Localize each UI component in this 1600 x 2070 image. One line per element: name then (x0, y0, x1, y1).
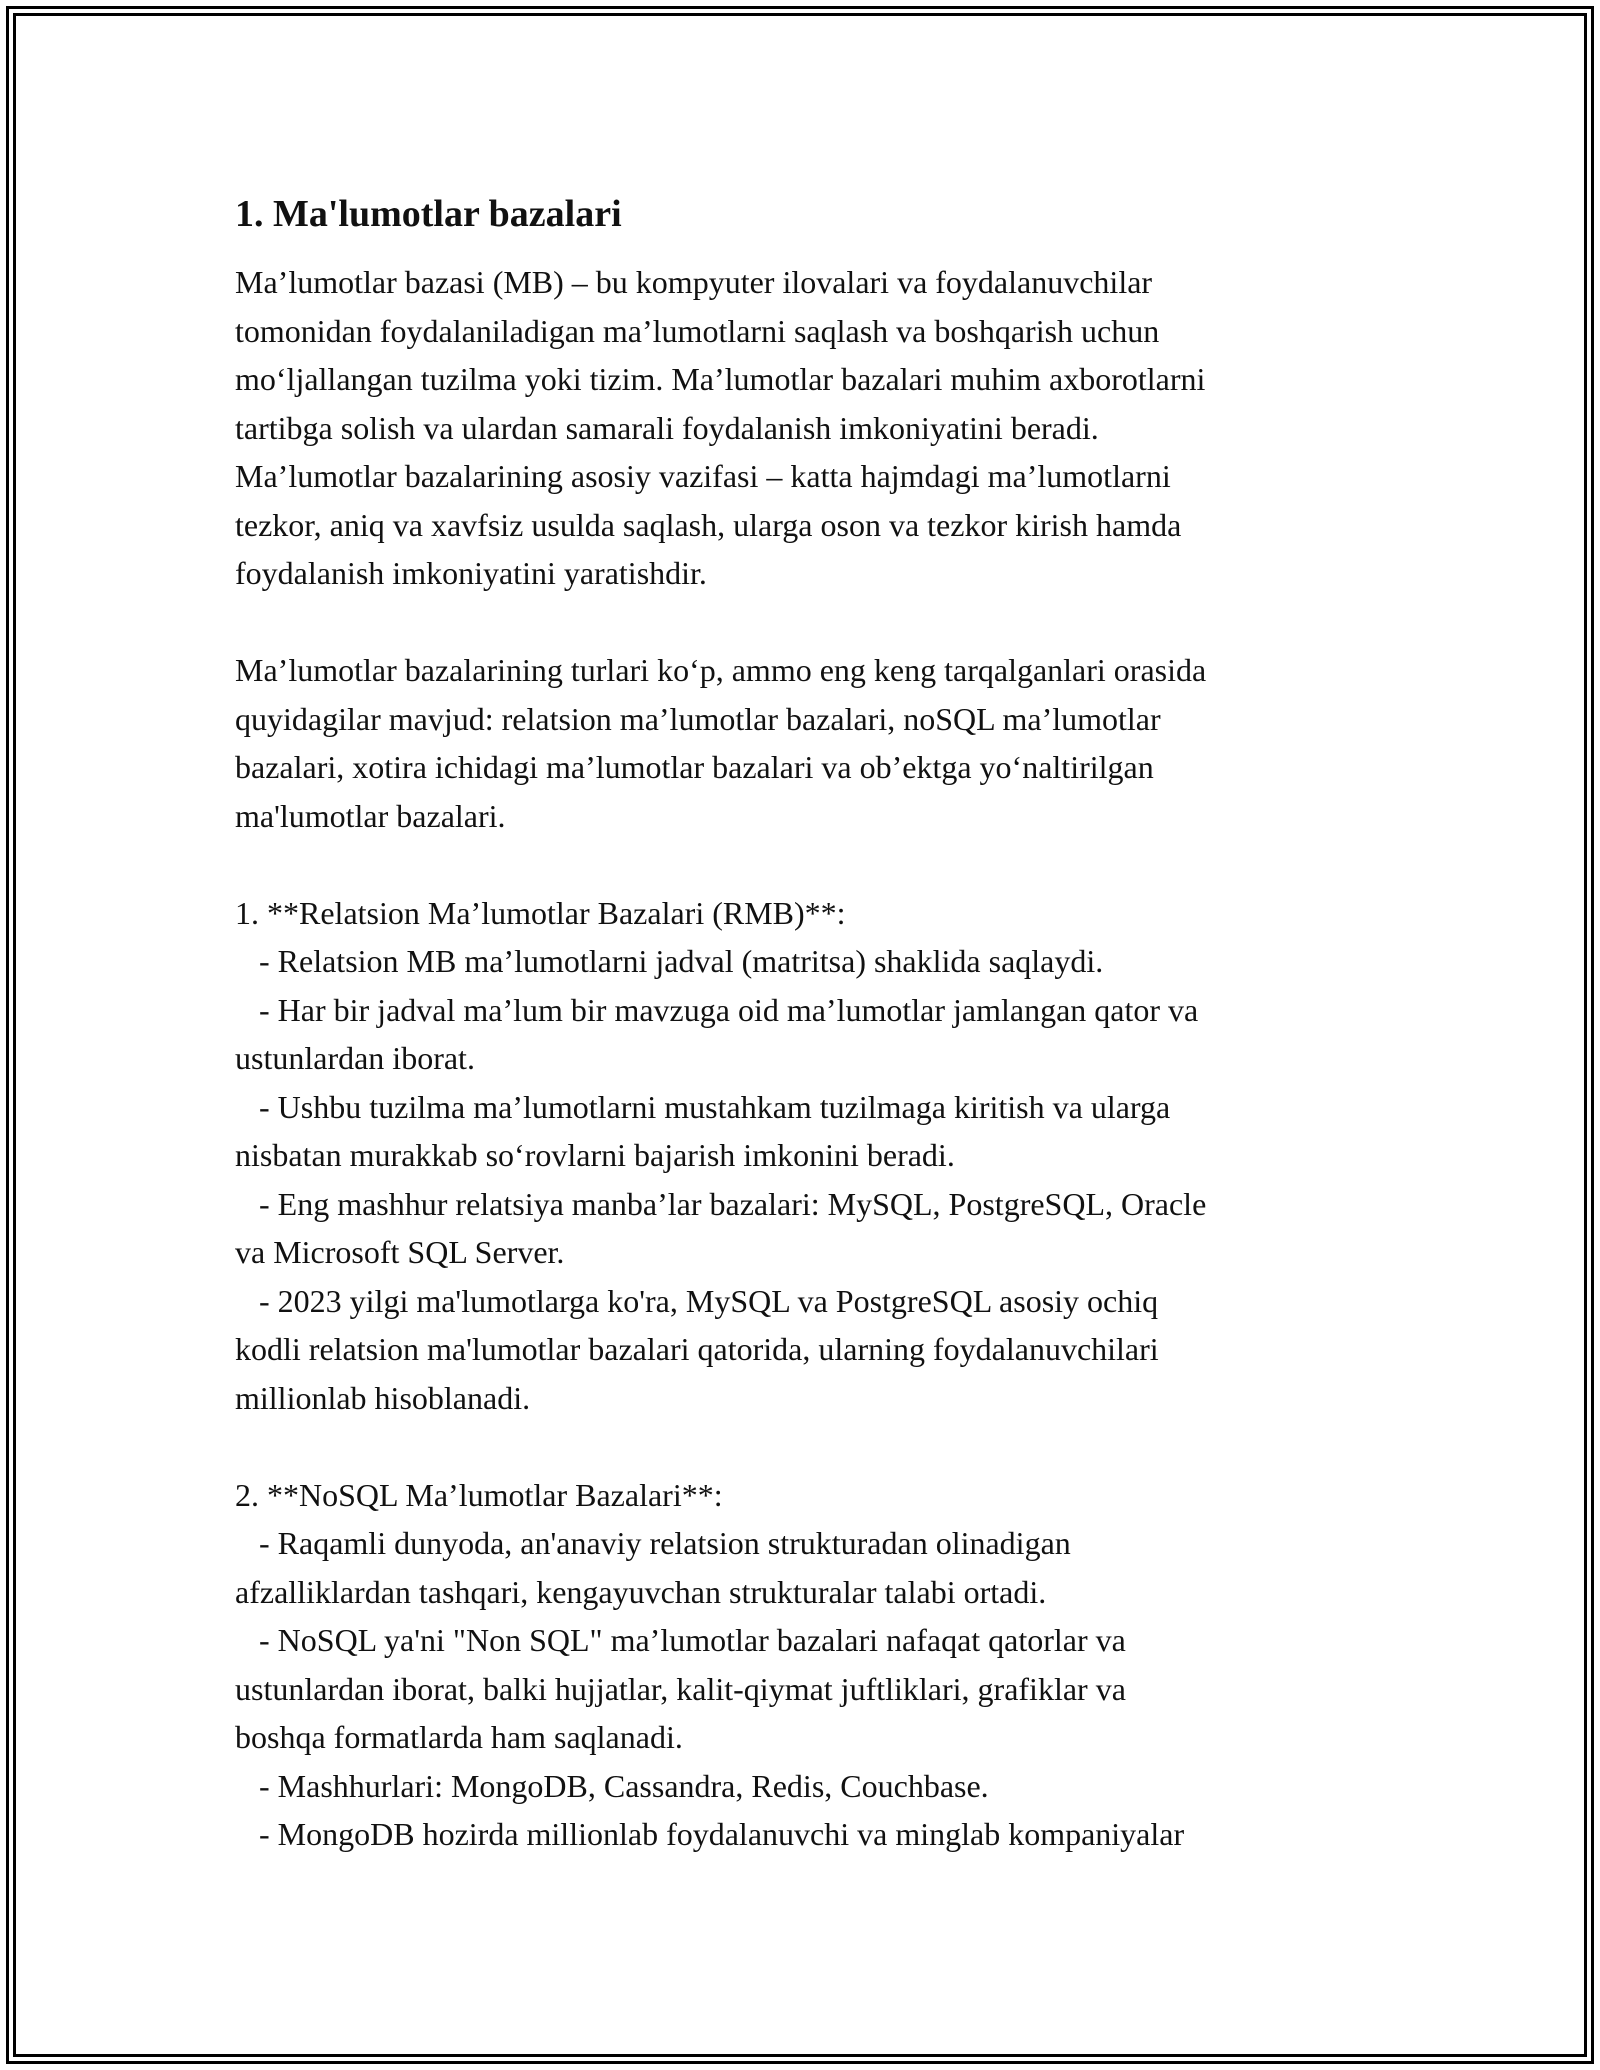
text-line: - Mashhurlari: MongoDB, Cassandra, Redis, Couchbase. (235, 1767, 989, 1804)
text-line: quyidagilar mavjud: relatsion ma’lumotlar bazalari, noSQL ma’lumotlar (235, 700, 1161, 737)
text-line (235, 840, 1375, 889)
text-line: ustunlardan iborat. (235, 1040, 475, 1076)
text-line: tezkor, aniq va xavfsiz usulda saqlash, ularga oson va tezkor kirish hamda (235, 506, 1182, 543)
text-line: va Microsoft SQL Server. (235, 1234, 565, 1270)
text-line: tartibga solish va ulardan samarali foydalanish imkoniyatini beradi. (235, 409, 1099, 446)
text-line: Ma’lumotlar bazasi (MB) – bu kompyuter ilovalari va foydalanuvchilar (235, 264, 1153, 300)
document-body (235, 190, 1375, 1859)
text-line: ustunlardan iborat, balki hujjatlar, kalit-qiymat juftliklari, grafiklar va (235, 1670, 1126, 1707)
text-line (235, 1422, 1375, 1471)
text-line: Ma’lumotlar bazalarining asosiy vazifasi – katta hajmdagi ma’lumotlarni (235, 458, 1171, 494)
text-line: - NoSQL ya'ni "Non SQL" ma’lumotlar bazalari nafaqat qatorlar va (235, 1622, 1126, 1658)
text-line: mo‘ljallangan tuzilma yoki tizim. Ma’lumotlar bazalari muhim axborotlarni (235, 361, 1206, 397)
document-heading: 1. Ma'lumotlar bazalari (235, 193, 622, 235)
text-line: foydalanish imkoniyatini yaratishdir. (235, 555, 707, 591)
text-line: Ma’lumotlar bazalarining turlari ko‘p, ammo eng keng tarqalganlari orasida (235, 652, 1207, 688)
text-line: - MongoDB hozirda millionlab foydalanuvchi va minglab kompaniyalar (235, 1816, 1185, 1852)
text-line: - 2023 yilgi ma'lumotlarga ko'ra, MySQL va PostgreSQL asosiy ochiq (235, 1282, 1159, 1319)
text-line: - Relatsion MB ma’lumotlarni jadval (matritsa) shaklida saqlaydi. (235, 943, 1104, 979)
text-line (235, 598, 1375, 647)
text-line: kodli relatsion ma'lumotlar bazalari qatorida, ularning foydalanuvchilari (235, 1331, 1159, 1367)
text-line: 1. **Relatsion Ma’lumotlar Bazalari (RMB)**: (235, 894, 846, 931)
text-line: ma'lumotlar bazalari. (235, 797, 506, 834)
text-line: bazalari, xotira ichidagi ma’lumotlar bazalari va ob’ektga yo‘naltirilgan (235, 749, 1154, 785)
text-line: - Eng mashhur relatsiya manba’lar bazalari: MySQL, PostgreSQL, Oracle (235, 1185, 1207, 1222)
text-line: - Raqamli dunyoda, an'anaviy relatsion strukturadan olinadigan (235, 1525, 1071, 1561)
text-line: nisbatan murakkab so‘rovlarni bajarish imkonini beradi. (235, 1137, 955, 1173)
text-line: millionlab hisoblanadi. (235, 1379, 531, 1416)
text-line: boshqa formatlarda ham saqlanadi. (235, 1719, 683, 1755)
text-line: - Har bir jadval ma’lum bir mavzuga oid ma’lumotlar jamlangan qator va (235, 991, 1199, 1028)
text-line: 2. **NoSQL Ma’lumotlar Bazalari**: (235, 1476, 723, 1513)
text-line: afzalliklardan tashqari, kengayuvchan strukturalar talabi ortadi. (235, 1573, 1047, 1610)
text-line: tomonidan foydalaniladigan ma’lumotlarni saqlash va boshqarish uchun (235, 312, 1160, 349)
text-line: - Ushbu tuzilma ma’lumotlarni mustahkam tuzilmaga kiritish va ularga (235, 1088, 1171, 1125)
document-text (235, 258, 1375, 1859)
